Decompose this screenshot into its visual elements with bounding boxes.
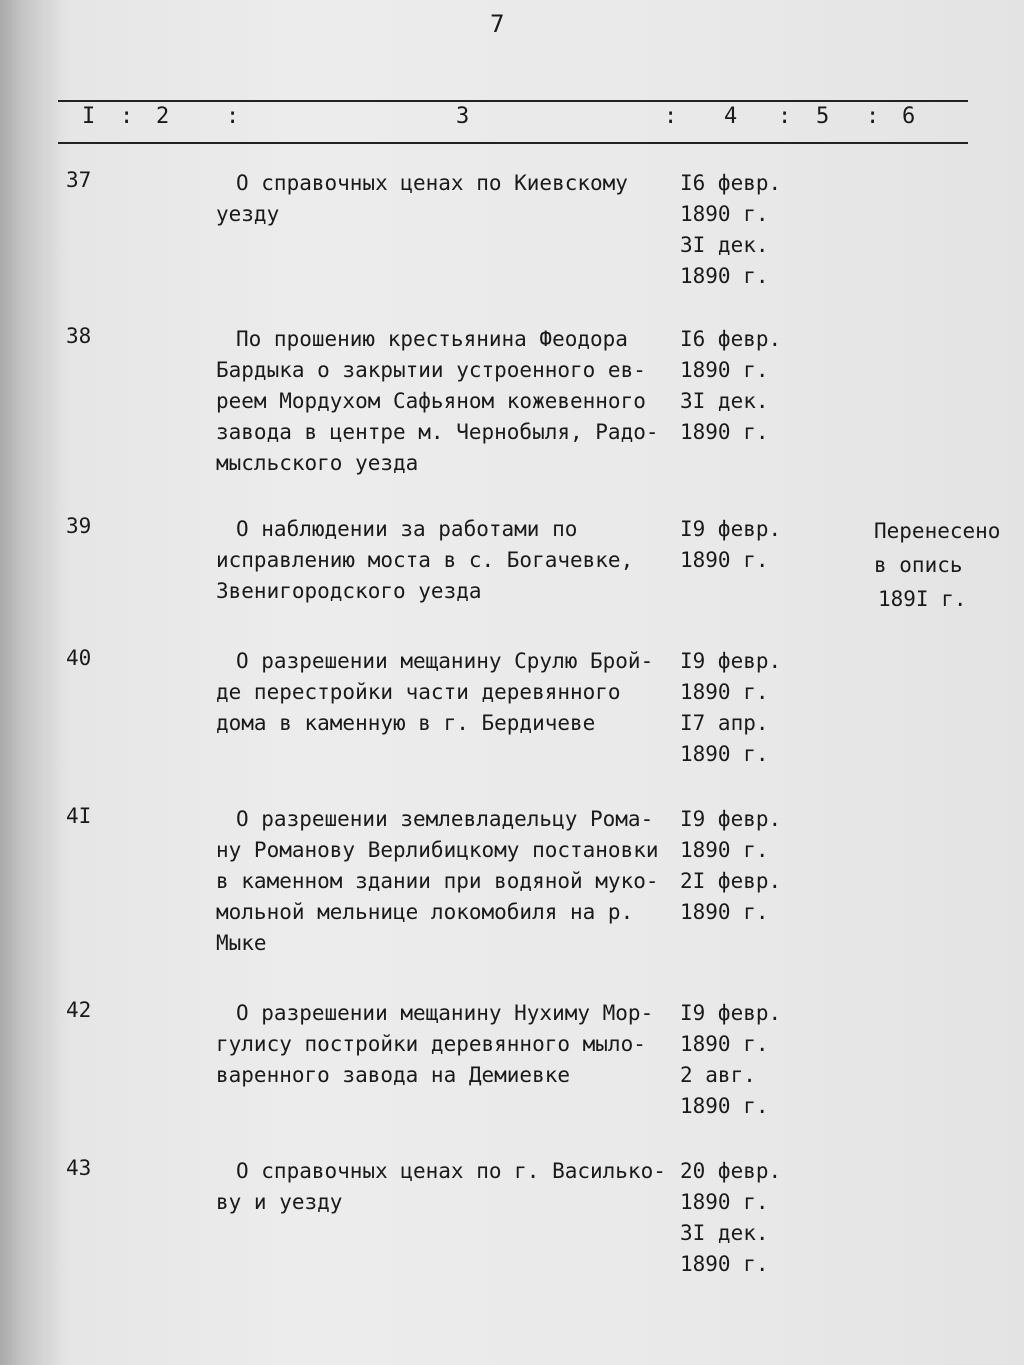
record-number: 42 xyxy=(66,998,92,1022)
record-title-line: в каменном здании при водяной муко- xyxy=(216,869,659,893)
record-date-line: 1890 г. xyxy=(680,1252,769,1276)
header-separator: : xyxy=(778,104,792,129)
record-number: 43 xyxy=(66,1156,92,1180)
record-date-line: 1890 г. xyxy=(680,1190,769,1214)
record-title-line: Бардыка о закрытии устроенного ев- xyxy=(216,358,646,382)
page-number: 7 xyxy=(490,10,505,38)
header-bottom-rule xyxy=(58,142,968,144)
record-note-line: Перенесено xyxy=(874,519,1001,543)
record-title-line: О разрешении землевладельцу Рома- xyxy=(236,807,654,831)
record-date-line: 1890 г. xyxy=(680,838,769,862)
record-title-line: О справочных ценах по г. Василько- xyxy=(236,1159,666,1183)
record-title xyxy=(216,646,696,739)
record-number: 40 xyxy=(66,646,92,670)
record-note-line: в опись xyxy=(874,553,963,577)
record-dates xyxy=(680,168,800,292)
record-title xyxy=(216,998,696,1091)
record-date-line: 1890 г. xyxy=(680,358,769,382)
record-dates xyxy=(680,514,800,576)
record-date-line: 1890 г. xyxy=(680,900,769,924)
record-title-line: мольной мельнице локомобиля на р. xyxy=(216,900,634,924)
record-title-line: ну Романову Верлибицкому постановки xyxy=(216,838,659,862)
record-date-line: I6 февр. xyxy=(680,327,782,351)
record-title-line: дома в каменную в г. Бердичеве xyxy=(216,711,596,735)
header-separator: : xyxy=(120,104,134,129)
record-number: 38 xyxy=(66,324,92,348)
record-title-line: варенного завода на Демиевке xyxy=(216,1063,571,1087)
header-col-2: 2 xyxy=(156,104,170,129)
header-separator: : xyxy=(866,104,880,129)
record-date-line: 1890 г. xyxy=(680,420,769,444)
record-title-line: О наблюдении за работами по xyxy=(236,517,578,541)
record-date-line: 1890 г. xyxy=(680,202,769,226)
header-separator: : xyxy=(226,104,240,129)
header-top-rule xyxy=(58,100,968,102)
record-title-line: Звенигородского уезда xyxy=(216,579,482,603)
record-title-line: По прошению крестьянина Феодора xyxy=(236,327,628,351)
record-title xyxy=(216,324,696,479)
header-col-4: 4 xyxy=(724,104,738,129)
header-col-5: 5 xyxy=(816,104,830,129)
record-title xyxy=(216,514,696,607)
record-title-line: О справочных ценах по Киевскому xyxy=(236,171,628,195)
record-dates xyxy=(680,646,800,770)
record-date-line: 3I дек. xyxy=(680,1221,769,1245)
record-date-line: 1890 г. xyxy=(680,680,769,704)
record-title-line: завода в центре м. Чернобыля, Радо- xyxy=(216,420,659,444)
record-date-line: 3I дек. xyxy=(680,233,769,257)
record-number: 4I xyxy=(66,804,92,828)
record-title-line: де перестройки части деревянного xyxy=(216,680,621,704)
record-title-line: ву и уезду xyxy=(216,1190,343,1214)
record-note-line: 189I г. xyxy=(878,587,967,611)
record-title-line: реем Мордухом Сафьяном кожевенного xyxy=(216,389,646,413)
record-title-line: мысльского уезда xyxy=(216,451,419,475)
record-date-line: 1890 г. xyxy=(680,1094,769,1118)
record-date-line: I6 февр. xyxy=(680,171,782,195)
record-date-line: 2 авг. xyxy=(680,1063,756,1087)
record-date-line: I9 февр. xyxy=(680,1001,782,1025)
record-date-line: 1890 г. xyxy=(680,1032,769,1056)
record-title-line: гулису постройки деревянного мыло- xyxy=(216,1032,646,1056)
record-date-line: I9 февр. xyxy=(680,807,782,831)
record-title xyxy=(216,168,696,230)
record-date-line: 20 февр. xyxy=(680,1159,782,1183)
record-date-line: 1890 г. xyxy=(680,742,769,766)
record-title xyxy=(216,1156,696,1218)
header-separator: : xyxy=(664,104,678,129)
record-date-line: 3I дек. xyxy=(680,389,769,413)
record-dates xyxy=(680,1156,800,1280)
record-dates xyxy=(680,324,800,448)
record-date-line: I9 февр. xyxy=(680,649,782,673)
record-date-line: I7 апр. xyxy=(680,711,769,735)
header-col-1: I xyxy=(82,104,96,129)
header-col-3: 3 xyxy=(456,104,470,129)
record-date-line: 1890 г. xyxy=(680,264,769,288)
record-title-line: уезду xyxy=(216,202,280,226)
record-date-line: 1890 г. xyxy=(680,548,769,572)
header-col-6: 6 xyxy=(902,104,916,129)
record-title xyxy=(216,804,696,959)
record-title-line: исправлению моста в с. Богачевке, xyxy=(216,548,634,572)
record-dates xyxy=(680,804,800,928)
record-title-line: О разрешении мещанину Нухиму Мор- xyxy=(236,1001,654,1025)
record-dates xyxy=(680,998,800,1122)
record-note xyxy=(874,514,1014,616)
page-fold-shadow xyxy=(0,0,58,1365)
record-date-line: I9 февр. xyxy=(680,517,782,541)
record-title-line: Мыке xyxy=(216,931,267,955)
record-title-line: О разрешении мещанину Срулю Брой- xyxy=(236,649,654,673)
record-date-line: 2I февр. xyxy=(680,869,782,893)
record-number: 37 xyxy=(66,168,92,192)
record-number: 39 xyxy=(66,514,92,538)
